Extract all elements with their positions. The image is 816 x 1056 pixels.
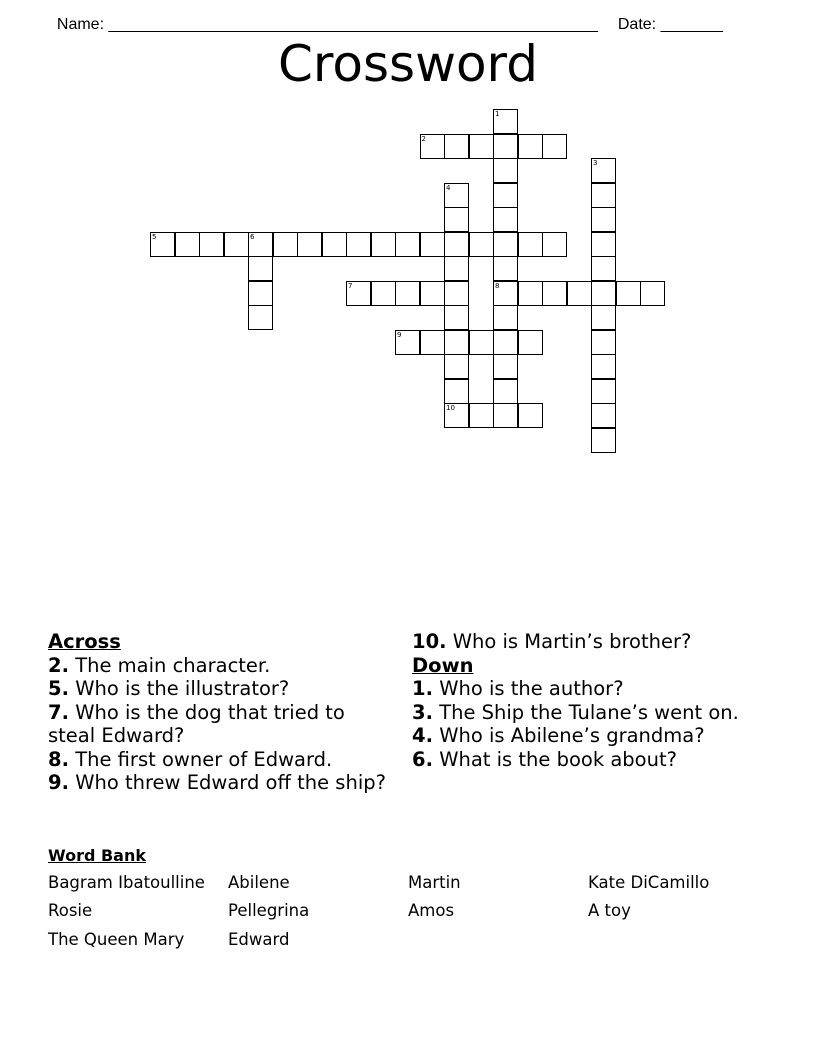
crossword-cell[interactable] [493,158,518,183]
clue-text: Who is the author? [439,677,624,700]
crossword-cell[interactable] [444,134,469,159]
crossword-cell[interactable] [371,281,396,306]
clue-across-10 [412,630,752,654]
crossword-cell[interactable] [444,281,469,306]
crossword-cell[interactable] [371,232,396,257]
cell-number: 8 [495,281,500,290]
cell-number: 1 [495,110,500,118]
crossword-cell[interactable] [444,256,469,281]
across-heading: Across [48,630,121,653]
clue-across-5 [48,677,388,701]
crossword-cell[interactable] [591,354,616,379]
crossword-cell[interactable] [591,428,616,453]
clue-down-6 [412,748,752,772]
crossword-cell[interactable] [493,330,518,355]
crossword-cell[interactable] [420,232,445,257]
clue-text: Who is the dog that tried to steal Edward? [48,700,345,747]
crossword-cell[interactable] [493,256,518,281]
crossword-cell[interactable] [248,256,273,281]
crossword-cell[interactable] [469,330,494,355]
cell-number: 7 [348,281,353,290]
crossword-cell[interactable] [346,281,371,306]
crossword-cell[interactable] [591,379,616,404]
word-bank-item: Kate DiCamillo [588,873,710,892]
crossword-cell[interactable] [444,354,469,379]
crossword-cell[interactable] [493,305,518,330]
clues-left-column [48,630,388,795]
clue-number: 7. [48,700,69,724]
crossword-cell[interactable] [591,158,616,183]
crossword-cell[interactable] [444,403,469,428]
clue-text: Who is Abilene’s grandma? [439,724,705,747]
crossword-cell[interactable] [493,183,518,208]
crossword-cell[interactable] [248,281,273,306]
crossword-cell[interactable] [567,281,592,306]
down-heading: Down [412,653,474,677]
page-title: Crossword [278,35,538,93]
clue-across-9 [48,771,388,795]
crossword-cell[interactable] [469,232,494,257]
crossword-cell[interactable] [542,134,567,159]
crossword-cell[interactable] [493,354,518,379]
clue-text: Who is Martin’s brother? [452,630,692,653]
clue-number: 4. [412,724,433,747]
word-bank-item: Amos [408,901,455,920]
crossword-cell[interactable] [493,232,518,257]
clues-right-column [412,630,752,771]
clue-down-3 [412,701,752,725]
clue-across-7 [48,701,388,748]
crossword-cell[interactable] [518,232,543,257]
cell-number: 5 [152,232,157,241]
clue-down-1 [412,677,752,701]
crossword-cell[interactable] [322,232,347,257]
cell-number: 9 [397,330,402,339]
crossword-cell[interactable] [150,232,175,257]
cell-number: 10 [446,404,455,412]
clue-number: 3. [412,700,433,724]
clue-down-4 [412,724,752,748]
word-bank-item: The Queen Mary [48,930,185,949]
crossword-cell[interactable] [542,281,567,306]
crossword-cell[interactable] [297,232,322,257]
crossword-cell[interactable] [591,281,616,306]
crossword-cell[interactable] [420,281,445,306]
crossword-cell[interactable] [542,232,567,257]
crossword-cell[interactable] [444,183,469,208]
clue-number: 1. [412,677,433,700]
clue-text: Who is the illustrator? [75,677,290,700]
crossword-cell[interactable] [395,330,420,355]
crossword-cell[interactable] [591,256,616,281]
date-field-label[interactable]: Date: _______ [617,16,723,33]
crossword-cell[interactable] [493,403,518,428]
crossword-cell[interactable] [175,232,200,257]
crossword-cell[interactable] [591,232,616,257]
crossword-cell[interactable] [444,207,469,232]
clue-across-2 [48,654,388,678]
word-bank-item: Bagram Ibatoulline [48,873,205,892]
clue-text: The main character. [75,653,271,677]
crossword-cell[interactable] [199,232,224,257]
clue-number: 5. [48,677,69,700]
crossword-cell[interactable] [444,305,469,330]
cell-number: 3 [593,159,598,167]
crossword-cell[interactable] [444,379,469,404]
name-field-label[interactable]: Name: _______________________________________________________ [56,16,598,33]
word-bank-item: Martin [408,873,461,892]
crossword-cell[interactable] [469,134,494,159]
word-bank-item: Abilene [228,873,290,892]
crossword-cell[interactable] [591,183,616,208]
clue-number: 9. [48,771,69,794]
crossword-cell[interactable] [616,281,641,306]
word-bank-item: Rosie [48,901,93,920]
clue-number: 10. [412,630,447,653]
crossword-cell[interactable] [493,109,518,134]
crossword-cell[interactable] [469,403,494,428]
crossword-cell[interactable] [591,403,616,428]
clue-number: 6. [412,747,433,771]
crossword-cell[interactable] [493,379,518,404]
crossword-cell[interactable] [518,403,543,428]
crossword-cell[interactable] [591,330,616,355]
crossword-grid [0,0,816,470]
word-bank-item: Edward [228,930,290,949]
crossword-cell[interactable] [493,207,518,232]
cell-number: 6 [250,232,255,241]
crossword-cell[interactable] [420,330,445,355]
clue-text: What is the book about? [439,747,677,771]
clue-text: Who threw Edward off the ship? [75,771,386,794]
clue-number: 2. [48,653,69,677]
crossword-cell[interactable] [493,281,518,306]
crossword-cell[interactable] [248,305,273,330]
crossword-cell[interactable] [640,281,665,306]
crossword-cell[interactable] [493,134,518,159]
crossword-cell[interactable] [444,330,469,355]
word-bank-item: Pellegrina [228,901,310,920]
crossword-cell[interactable] [518,134,543,159]
crossword-cell[interactable] [518,281,543,306]
crossword-cell[interactable] [420,134,445,159]
crossword-cell[interactable] [273,232,298,257]
word-bank-item: A toy [588,901,631,920]
crossword-cell[interactable] [591,207,616,232]
clue-across-8 [48,748,388,772]
cell-number: 4 [446,183,451,192]
crossword-cell[interactable] [346,232,371,257]
clue-text: The Ship the Tulane’s went on. [439,700,739,724]
crossword-cell[interactable] [248,232,273,257]
crossword-cell[interactable] [518,330,543,355]
cell-number: 2 [421,134,426,143]
crossword-cell[interactable] [224,232,249,257]
crossword-cell[interactable] [444,232,469,257]
crossword-cell[interactable] [395,281,420,306]
crossword-cell[interactable] [591,305,616,330]
crossword-cell[interactable] [395,232,420,257]
word-bank-title: Word Bank [48,846,147,865]
clue-number: 8. [48,747,69,771]
clue-text: The first owner of Edward. [75,747,333,771]
